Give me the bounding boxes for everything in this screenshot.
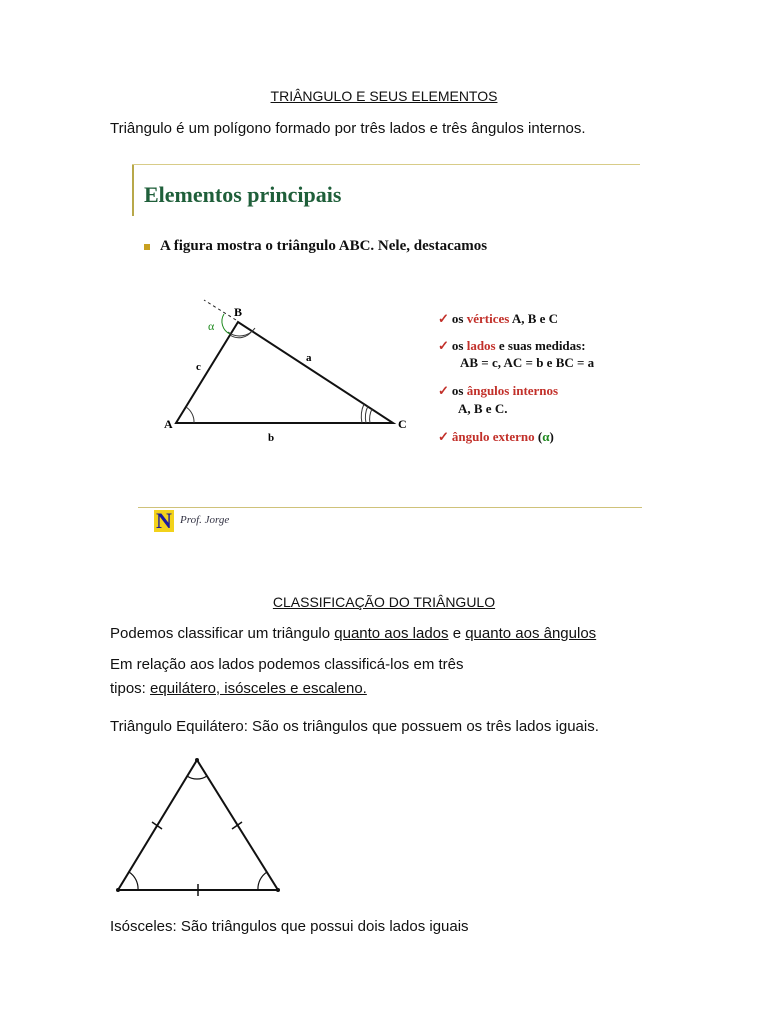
angle-arc-c xyxy=(370,409,372,423)
checkmark-icon: ✓ xyxy=(438,429,449,444)
elements-slide-figure xyxy=(128,160,642,540)
angle-arc-top xyxy=(187,776,207,779)
angle-arc-left xyxy=(129,872,138,890)
link-by-sides: quanto aos lados xyxy=(334,625,449,642)
side-label-c: c xyxy=(196,361,201,373)
side-label-b: b xyxy=(268,432,275,444)
slide-accent-bar xyxy=(132,164,134,216)
checkmark-icon: ✓ xyxy=(438,338,449,353)
side-label-a: a xyxy=(306,352,312,364)
equilateral-definition: Triângulo Equilátero: São os triângulos que possuem os três lados iguais. xyxy=(110,718,599,735)
angle-arc-a xyxy=(186,407,194,423)
checkmark-icon: ✓ xyxy=(438,311,449,326)
equilateral-triangle-diagram xyxy=(108,752,288,902)
exterior-angle-label: α xyxy=(208,319,215,333)
logo-signature: Prof. Jorge xyxy=(180,514,230,526)
slide-bullet xyxy=(144,238,487,255)
bullet-square-icon xyxy=(144,244,150,250)
section-title-classification: CLASSIFICAÇÃO DO TRIÂNGULO xyxy=(272,594,496,610)
check-sides: ✓ os lados e suas medidas: xyxy=(438,338,586,353)
angle-arc-c3 xyxy=(361,404,364,423)
vertex-label-a: A xyxy=(164,417,173,431)
slide-bottom-rule xyxy=(138,507,642,508)
exterior-angle-arc xyxy=(222,314,230,334)
angle-arc-b xyxy=(230,331,252,338)
slide-heading: Elementos principais xyxy=(144,182,342,207)
exterior-extension-line xyxy=(204,300,236,320)
check-angles-values: A, B e C. xyxy=(458,401,508,416)
slide-bullet-text: A figura mostra o triângulo ABC. Nele, destacamos xyxy=(160,238,488,254)
classification-types: tipos: equilátero, isósceles e escaleno. xyxy=(110,680,367,697)
classification-sides-text: Em relação aos lados podemos classificá-los em três xyxy=(110,656,464,673)
angle-arc-right xyxy=(258,872,267,890)
slide-top-rule xyxy=(132,164,640,165)
check-exterior-angle: ✓ ângulo externo (α) xyxy=(438,429,554,444)
check-vertices: ✓ os vértices A, B e C xyxy=(438,311,559,326)
classification-intro: Podemos classificar um triângulo quanto aos lados e quanto aos ângulos xyxy=(110,625,597,642)
triangle-abc-diagram xyxy=(158,288,418,478)
vertex-label-c: C xyxy=(398,417,407,431)
isosceles-definition: Isósceles: São triângulos que possui dois lados iguais xyxy=(110,918,469,935)
triangle-abc xyxy=(176,322,393,423)
logo-letter: N xyxy=(154,510,174,532)
angle-arc-c2 xyxy=(365,406,368,423)
link-by-angles: quanto aos ângulos xyxy=(465,625,597,642)
types-list: equilátero, isósceles e escaleno. xyxy=(150,680,367,697)
triangle-definition: Triângulo é um polígono formado por três lados e três ângulos internos. xyxy=(110,120,586,137)
tick-left-side xyxy=(152,822,162,829)
check-sides-values: AB = c, AC = b e BC = a xyxy=(460,355,595,370)
checkmark-icon: ✓ xyxy=(438,383,449,398)
author-logo xyxy=(154,510,254,534)
section-title-elements: TRIÂNGULO E SEUS ELEMENTOS xyxy=(270,88,498,104)
check-angles: ✓ os ângulos internos xyxy=(438,383,559,398)
vertex-label-b: B xyxy=(234,305,243,319)
